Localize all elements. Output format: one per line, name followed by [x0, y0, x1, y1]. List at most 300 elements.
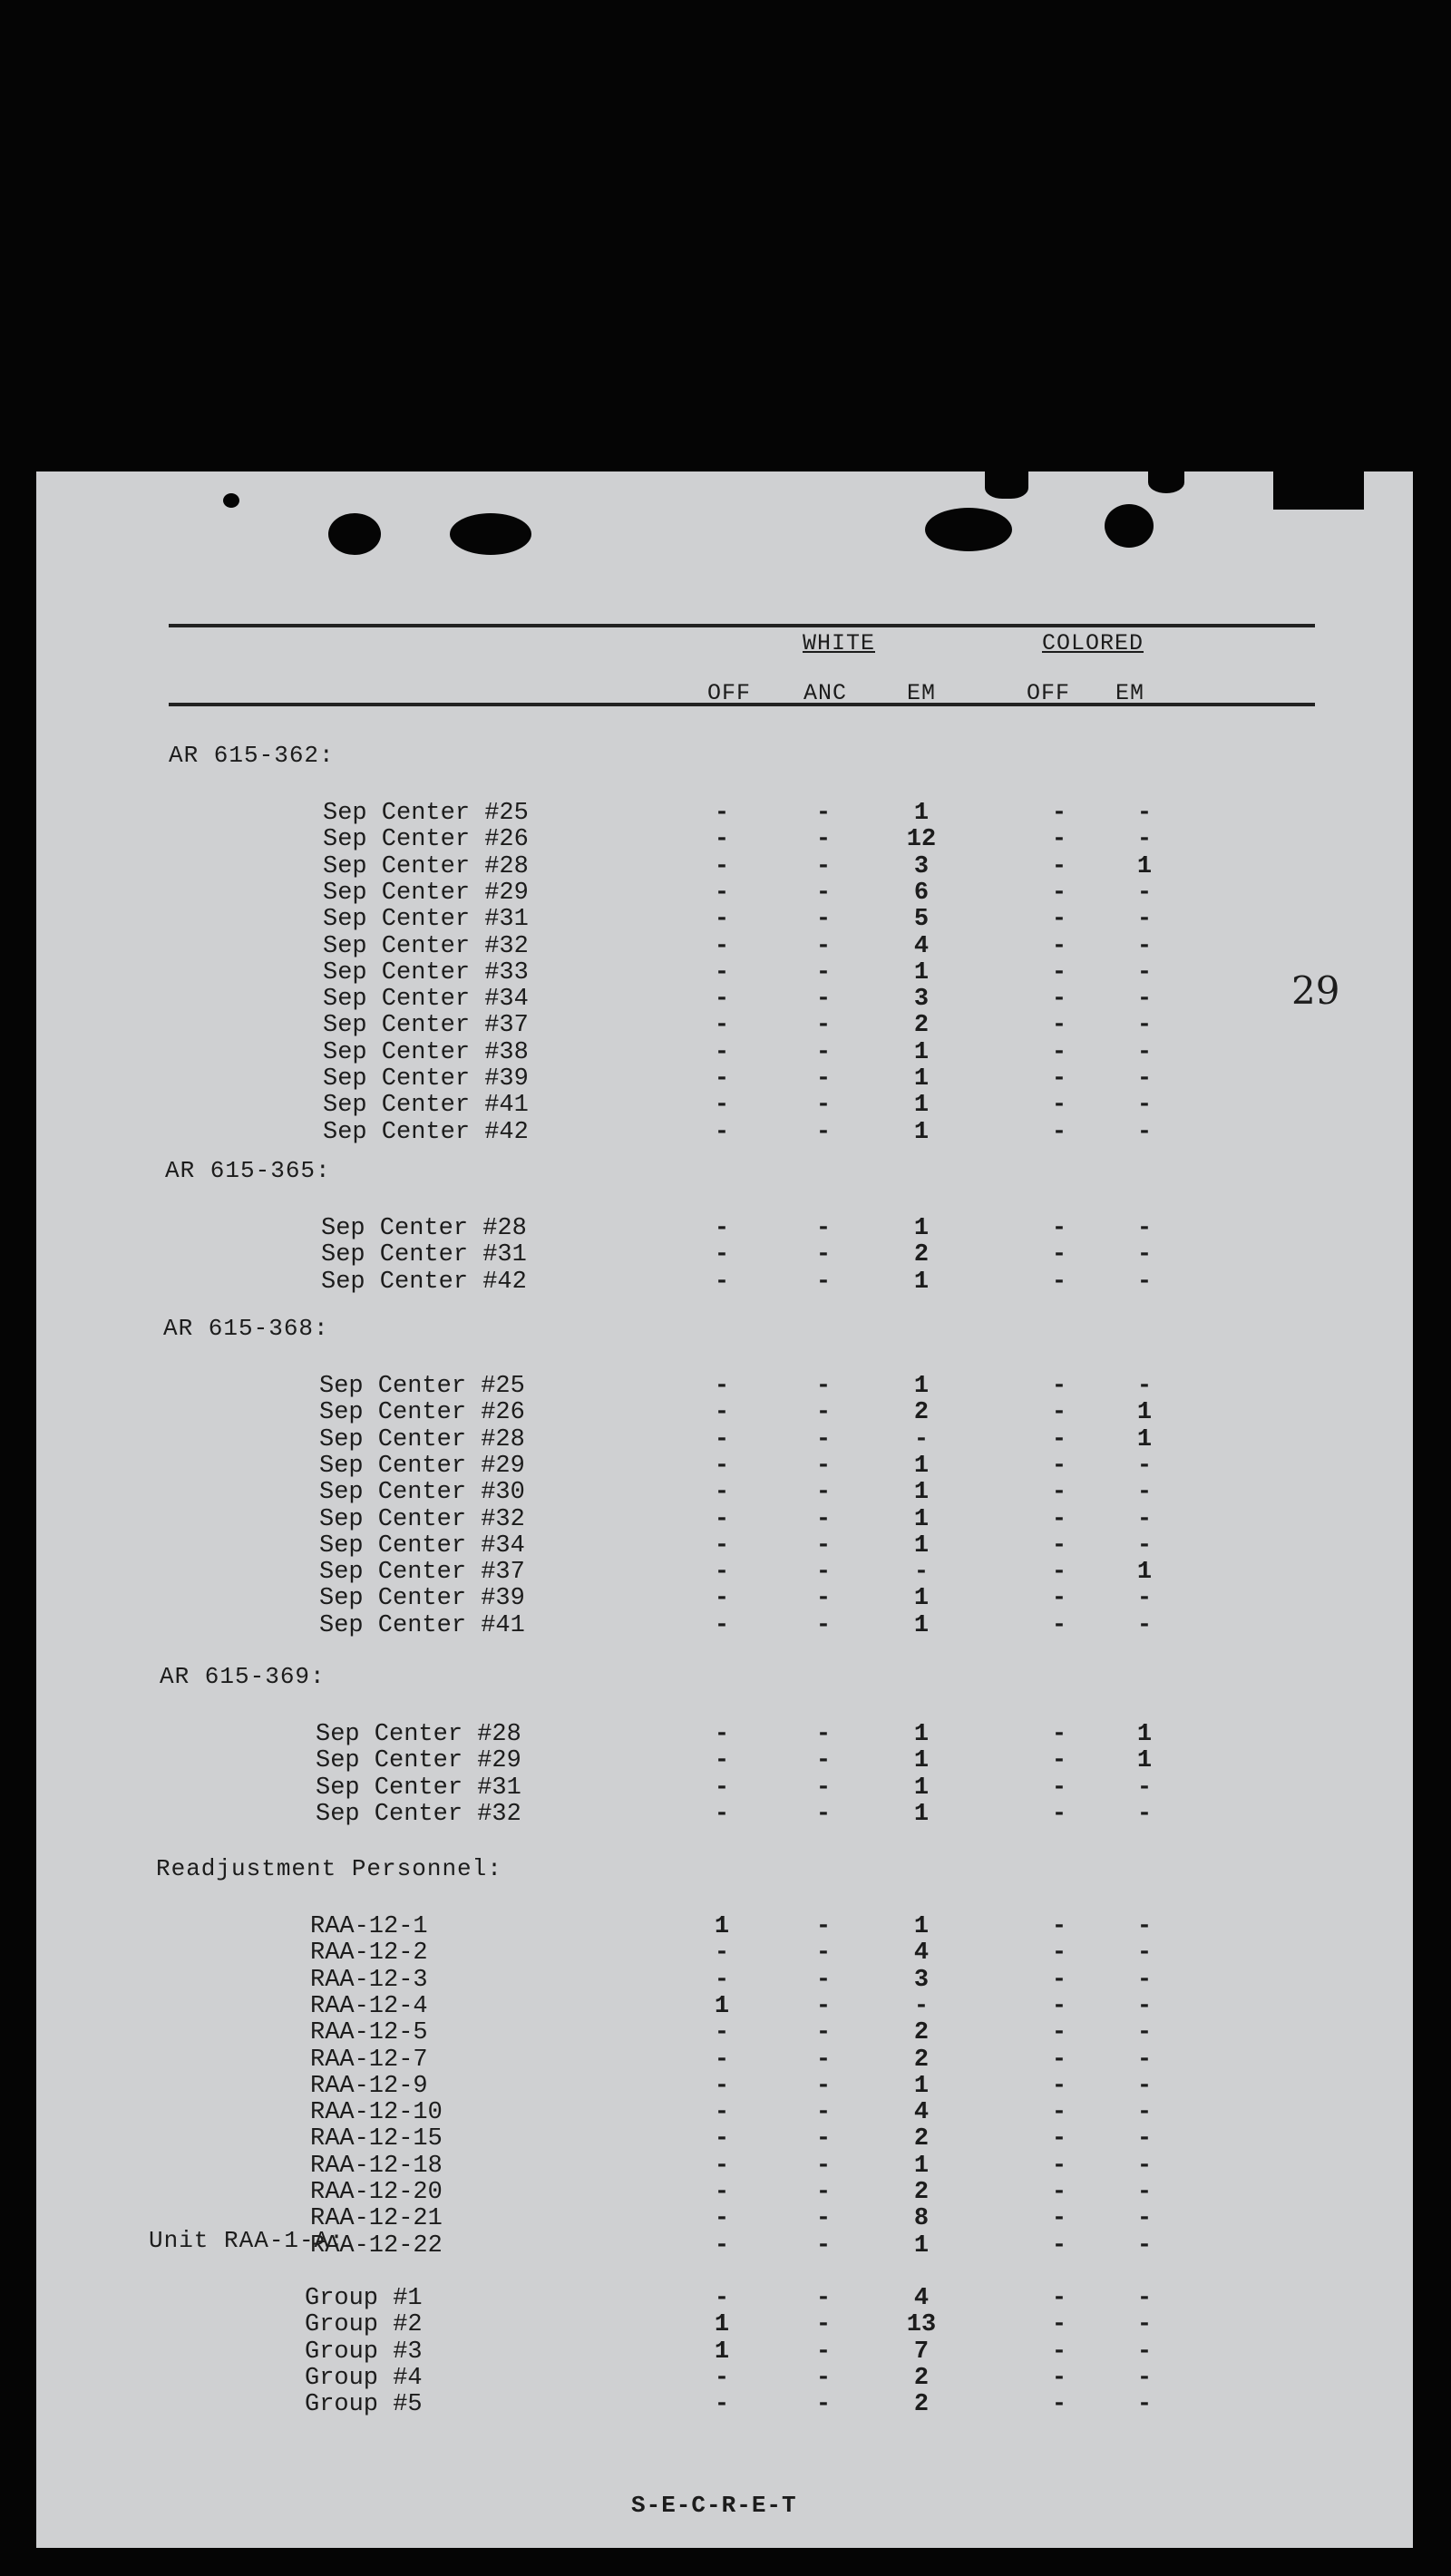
row-label: Sep Center #25 — [319, 1373, 525, 1400]
row-value: - — [815, 1747, 832, 1775]
row-value: - — [815, 1992, 832, 2020]
section-heading: AR 615-369: — [160, 1663, 326, 1690]
row-label: Sep Center #25 — [323, 800, 529, 827]
row-value: - — [1051, 2152, 1067, 2180]
row-label: RAA-12-5 — [310, 2019, 428, 2047]
row-label: Sep Center #37 — [319, 1559, 525, 1587]
row-value: 4 — [913, 2099, 930, 2127]
table-row — [36, 1913, 1351, 1940]
row-value: - — [815, 2099, 832, 2127]
row-value: - — [1136, 1966, 1153, 1994]
row-value: 4 — [913, 932, 930, 960]
row-value: - — [1051, 1065, 1067, 1093]
table-row — [36, 1092, 1351, 1119]
row-value: - — [1136, 1215, 1153, 1242]
row-value: - — [815, 2152, 832, 2180]
row-value: - — [815, 1452, 832, 1480]
row-label: Group #5 — [305, 2391, 423, 2419]
row-value: - — [1051, 1559, 1067, 1587]
row-value: 3 — [913, 1966, 930, 1994]
row-value: - — [815, 2311, 832, 2339]
row-value: 7 — [913, 2338, 930, 2366]
table-row — [36, 1939, 1351, 1967]
row-value: 1 — [913, 2072, 930, 2100]
row-value: - — [714, 1241, 730, 1269]
row-value: - — [815, 1611, 832, 1639]
row-value: 2 — [913, 2125, 930, 2153]
row-value: 8 — [913, 2205, 930, 2233]
row-value: 2 — [913, 2364, 930, 2392]
row-value: - — [714, 906, 730, 934]
row-value: - — [913, 1425, 930, 1453]
row-value: - — [714, 1268, 730, 1296]
row-value: - — [714, 2179, 730, 2206]
row-value: - — [714, 1038, 730, 1066]
table-row — [36, 826, 1351, 853]
row-value: - — [1051, 2338, 1067, 2366]
row-value: - — [714, 2125, 730, 2153]
row-value: - — [1136, 1479, 1153, 1507]
row-label: Sep Center #28 — [316, 1721, 521, 1748]
row-value: - — [714, 2099, 730, 2127]
row-value: 1 — [714, 1992, 730, 2020]
row-value: - — [1051, 1774, 1067, 1802]
row-value: 1 — [913, 800, 930, 827]
row-value: - — [714, 2285, 730, 2312]
row-label: Sep Center #29 — [316, 1747, 521, 1775]
row-label: Sep Center #32 — [323, 932, 529, 960]
row-value: - — [1051, 2391, 1067, 2419]
row-label: Sep Center #41 — [323, 1092, 529, 1120]
row-value: - — [913, 1992, 930, 2020]
row-value: - — [815, 1913, 832, 1940]
row-value: 2 — [913, 2391, 930, 2419]
row-value: - — [1051, 1800, 1067, 1828]
top-rule — [169, 624, 1315, 627]
row-value: - — [714, 2364, 730, 2392]
row-value: 1 — [1136, 1425, 1153, 1453]
row-value: 3 — [913, 852, 930, 880]
row-value: - — [1051, 800, 1067, 827]
row-value: - — [714, 800, 730, 827]
document-page — [36, 471, 1413, 2548]
row-value: - — [815, 800, 832, 827]
row-value: - — [714, 2046, 730, 2074]
row-value: - — [714, 1966, 730, 1994]
row-value: 1 — [1136, 1747, 1153, 1775]
row-value: - — [1051, 1118, 1067, 1146]
row-value: - — [1051, 2231, 1067, 2260]
row-label: Sep Center #28 — [321, 1215, 527, 1242]
row-value: - — [1051, 1913, 1067, 1940]
row-value: 3 — [913, 986, 930, 1014]
punch-hole-small — [223, 493, 239, 508]
row-value: - — [815, 1505, 832, 1533]
row-value: - — [815, 1585, 832, 1613]
row-value: - — [1051, 906, 1067, 934]
table-row — [36, 1585, 1351, 1612]
table-row — [36, 1506, 1351, 1533]
table-row — [36, 1373, 1351, 1400]
section-heading: AR 615-368: — [163, 1315, 329, 1342]
row-value: - — [1051, 1747, 1067, 1775]
row-value: - — [1136, 2285, 1153, 2312]
row-value: 1 — [1136, 852, 1153, 880]
row-value: - — [815, 1373, 832, 1400]
row-label: RAA-12-18 — [310, 2152, 443, 2180]
row-value: 2 — [913, 1012, 930, 1040]
table-row — [36, 1747, 1351, 1774]
row-value: 2 — [913, 1241, 930, 1269]
row-value: - — [1136, 1012, 1153, 1040]
row-value: 1 — [913, 2231, 930, 2260]
row-value: - — [1136, 800, 1153, 827]
row-label: Sep Center #28 — [319, 1425, 525, 1453]
row-value: 1 — [1136, 1559, 1153, 1587]
row-value: - — [815, 1268, 832, 1296]
table-row — [36, 1993, 1351, 2020]
row-value: 1 — [913, 1721, 930, 1748]
row-label: Sep Center #31 — [323, 906, 529, 934]
table-row — [36, 986, 1351, 1013]
table-row — [36, 1269, 1351, 1296]
table-row — [36, 2073, 1351, 2100]
row-value: 2 — [913, 2019, 930, 2047]
row-label: Sep Center #32 — [319, 1505, 525, 1533]
table-row — [36, 1532, 1351, 1560]
table-row — [36, 1039, 1351, 1066]
row-value: - — [1136, 1585, 1153, 1613]
table-row — [36, 2099, 1351, 2126]
row-value: - — [815, 2125, 832, 2153]
row-value: - — [1136, 1118, 1153, 1146]
row-label: RAA-12-3 — [310, 1966, 428, 1994]
row-value: - — [714, 2072, 730, 2100]
row-value: - — [714, 1585, 730, 1613]
row-value: - — [1051, 1215, 1067, 1242]
row-value: 1 — [913, 2152, 930, 2180]
row-value: - — [815, 1800, 832, 1828]
row-value: 1 — [913, 1118, 930, 1146]
row-value: - — [1051, 852, 1067, 880]
row-value: - — [714, 1065, 730, 1093]
row-value: - — [815, 2179, 832, 2206]
row-value: - — [1051, 986, 1067, 1014]
row-value: - — [1136, 1268, 1153, 1296]
row-value: - — [815, 2391, 832, 2419]
row-value: - — [1136, 2231, 1153, 2260]
row-label: Group #2 — [305, 2311, 423, 2339]
row-value: - — [815, 1241, 832, 1269]
row-label: RAA-12-9 — [310, 2072, 428, 2100]
row-value: - — [714, 1531, 730, 1560]
col-colored-em: EM — [1115, 680, 1144, 706]
row-value: - — [1136, 1913, 1153, 1940]
row-value: - — [815, 2364, 832, 2392]
row-value: - — [1136, 2099, 1153, 2127]
punch-hole — [925, 508, 1012, 551]
row-value: - — [1136, 2338, 1153, 2366]
table-row — [36, 2125, 1351, 2153]
row-value: - — [1136, 1939, 1153, 1968]
punch-hole — [1105, 504, 1154, 548]
row-label: RAA-12-2 — [310, 1939, 428, 1968]
row-value: - — [1136, 906, 1153, 934]
row-value: - — [1136, 1092, 1153, 1120]
row-value: - — [1136, 2046, 1153, 2074]
row-value: - — [714, 2205, 730, 2233]
row-value: 1 — [913, 1092, 930, 1120]
row-value: 13 — [906, 2311, 937, 2339]
row-value: 1 — [913, 1215, 930, 1242]
row-value: - — [714, 826, 730, 854]
row-value: - — [815, 1065, 832, 1093]
punch-hole — [450, 513, 531, 555]
row-value: - — [1051, 879, 1067, 907]
row-value: 1 — [714, 1913, 730, 1940]
row-label: Sep Center #34 — [323, 986, 529, 1014]
row-value: - — [815, 1092, 832, 1120]
row-value: - — [1136, 1505, 1153, 1533]
row-value: 1 — [913, 1774, 930, 1802]
row-value: - — [714, 1012, 730, 1040]
row-value: 6 — [913, 879, 930, 907]
row-value: - — [1136, 2152, 1153, 2180]
table-row — [36, 933, 1351, 960]
row-value: 1 — [913, 1611, 930, 1639]
row-value: - — [714, 2152, 730, 2180]
row-label: Sep Center #31 — [321, 1241, 527, 1269]
table-row — [36, 1721, 1351, 1748]
row-value: - — [1136, 986, 1153, 1014]
table-row — [36, 1399, 1351, 1426]
row-value: - — [1136, 2179, 1153, 2206]
row-value: - — [1051, 2364, 1067, 2392]
row-label: RAA-12-4 — [310, 1992, 428, 2020]
row-value: - — [815, 1038, 832, 1066]
row-value: - — [714, 1505, 730, 1533]
table-row — [36, 2311, 1351, 2338]
row-label: Sep Center #37 — [323, 1012, 529, 1040]
row-value: - — [815, 826, 832, 854]
table-row — [36, 1559, 1351, 1586]
table-row — [36, 1774, 1351, 1802]
row-value: - — [714, 1215, 730, 1242]
row-value: - — [1051, 958, 1067, 987]
row-value: - — [1136, 958, 1153, 987]
row-label: RAA-12-20 — [310, 2179, 443, 2206]
torn-edge — [1148, 471, 1184, 493]
table-row — [36, 2153, 1351, 2180]
row-value: - — [1136, 1065, 1153, 1093]
row-label: Sep Center #29 — [319, 1452, 525, 1480]
row-value: - — [1136, 2019, 1153, 2047]
row-value: 1 — [1136, 1399, 1153, 1427]
row-value: 1 — [1136, 1721, 1153, 1748]
row-value: 2 — [913, 1399, 930, 1427]
row-value: - — [714, 932, 730, 960]
table-row — [36, 1612, 1351, 1639]
table-row — [36, 1479, 1351, 1506]
table-row — [36, 1801, 1351, 1828]
row-value: - — [714, 852, 730, 880]
row-value: - — [1136, 932, 1153, 960]
row-value: 1 — [913, 1800, 930, 1828]
row-label: Sep Center #30 — [319, 1479, 525, 1507]
row-value: - — [714, 1939, 730, 1968]
table-row — [36, 2391, 1351, 2418]
row-value: - — [1051, 2072, 1067, 2100]
row-value: - — [714, 1425, 730, 1453]
row-label: Sep Center #26 — [323, 826, 529, 854]
row-value: - — [1051, 1992, 1067, 2020]
table-row — [36, 853, 1351, 880]
table-row — [36, 2338, 1351, 2366]
row-value: - — [714, 2231, 730, 2260]
row-value: - — [1051, 1531, 1067, 1560]
table-row — [36, 2046, 1351, 2074]
row-value: - — [1051, 2046, 1067, 2074]
row-label: Sep Center #42 — [321, 1268, 527, 1296]
section-heading: AR 615-362: — [169, 742, 335, 769]
col-colored-off: OFF — [1026, 680, 1070, 706]
row-label: Sep Center #41 — [319, 1611, 525, 1639]
row-value: - — [1051, 1373, 1067, 1400]
table-row — [36, 1453, 1351, 1480]
row-value: - — [714, 1399, 730, 1427]
row-value: 1 — [913, 1585, 930, 1613]
row-value: 1 — [913, 1531, 930, 1560]
row-value: - — [1136, 1241, 1153, 1269]
row-value: 1 — [714, 2311, 730, 2339]
row-value: - — [1051, 1038, 1067, 1066]
row-value: 12 — [906, 826, 937, 854]
row-value: - — [1051, 2205, 1067, 2233]
row-value: - — [1051, 1505, 1067, 1533]
section-heading: Unit RAA-1-A: — [149, 2227, 345, 2254]
row-value: - — [1051, 1012, 1067, 1040]
row-value: - — [913, 1559, 930, 1587]
table-row — [36, 1012, 1351, 1039]
row-value: - — [1051, 1479, 1067, 1507]
row-value: - — [1136, 879, 1153, 907]
row-value: - — [815, 1721, 832, 1748]
col-white-em: EM — [906, 680, 936, 706]
torn-edge — [985, 471, 1028, 499]
row-value: - — [714, 1452, 730, 1480]
row-value: - — [714, 958, 730, 987]
row-value: - — [1136, 2391, 1153, 2419]
row-value: - — [714, 2391, 730, 2419]
row-value: - — [815, 2046, 832, 2074]
section-heading: Readjustment Personnel: — [156, 1855, 502, 1882]
row-value: - — [815, 1774, 832, 1802]
row-value: - — [1051, 1268, 1067, 1296]
row-label: Sep Center #28 — [323, 852, 529, 880]
row-label: Group #3 — [305, 2338, 423, 2366]
row-value: - — [815, 906, 832, 934]
row-value: - — [815, 1399, 832, 1427]
row-value: - — [1051, 1241, 1067, 1269]
row-value: - — [1051, 1425, 1067, 1453]
row-label: Group #1 — [305, 2285, 423, 2312]
row-value: - — [1051, 1939, 1067, 1968]
row-label: Sep Center #32 — [316, 1800, 521, 1828]
torn-corner — [1273, 471, 1364, 510]
row-value: 4 — [913, 2285, 930, 2312]
row-label: Group #4 — [305, 2364, 423, 2392]
row-value: - — [1051, 1966, 1067, 1994]
row-label: Sep Center #33 — [323, 958, 529, 987]
row-value: - — [714, 1774, 730, 1802]
page-number: 29 — [1291, 968, 1340, 1013]
row-value: - — [714, 1092, 730, 1120]
row-value: - — [714, 986, 730, 1014]
row-value: - — [714, 1559, 730, 1587]
row-value: - — [1136, 1800, 1153, 1828]
row-value: - — [714, 1373, 730, 1400]
row-value: - — [1136, 826, 1153, 854]
row-label: Sep Center #39 — [319, 1585, 525, 1613]
row-value: - — [815, 1118, 832, 1146]
row-value: - — [815, 1215, 832, 1242]
row-value: - — [1051, 2125, 1067, 2153]
section-heading: AR 615-365: — [165, 1157, 331, 1184]
row-label: RAA-12-15 — [310, 2125, 443, 2153]
row-label: Sep Center #39 — [323, 1065, 529, 1093]
row-value: 1 — [913, 1505, 930, 1533]
row-value: - — [815, 2205, 832, 2233]
table-row — [36, 1065, 1351, 1093]
row-value: - — [1136, 2364, 1153, 2392]
row-value: - — [815, 2285, 832, 2312]
row-value: - — [1136, 1038, 1153, 1066]
row-value: - — [714, 1611, 730, 1639]
row-value: - — [1051, 2019, 1067, 2047]
row-label: RAA-12-1 — [310, 1913, 428, 1940]
row-value: - — [1051, 1399, 1067, 1427]
table-row — [36, 906, 1351, 933]
row-value: - — [1051, 2285, 1067, 2312]
row-value: - — [815, 932, 832, 960]
colored-header: COLORED — [1041, 630, 1144, 656]
row-value: 1 — [913, 958, 930, 987]
row-value: - — [815, 1966, 832, 1994]
row-value: 1 — [913, 1479, 930, 1507]
white-header: WHITE — [802, 630, 875, 656]
row-value: - — [815, 958, 832, 987]
table-row — [36, 959, 1351, 987]
row-label: Sep Center #34 — [319, 1531, 525, 1560]
row-value: - — [1136, 2205, 1153, 2233]
table-row — [36, 1241, 1351, 1269]
row-value: - — [1136, 1452, 1153, 1480]
row-value: 1 — [913, 1452, 930, 1480]
table-row — [36, 1119, 1351, 1146]
table-row — [36, 2365, 1351, 2392]
row-value: - — [815, 1012, 832, 1040]
table-row — [36, 800, 1351, 827]
row-value: 2 — [913, 2179, 930, 2206]
row-value: - — [1136, 1774, 1153, 1802]
table-row — [36, 2179, 1351, 2206]
col-white-off: OFF — [706, 680, 751, 706]
row-value: - — [1051, 932, 1067, 960]
row-value: - — [714, 879, 730, 907]
row-value: - — [815, 1559, 832, 1587]
row-value: - — [1051, 826, 1067, 854]
row-value: - — [1051, 1611, 1067, 1639]
